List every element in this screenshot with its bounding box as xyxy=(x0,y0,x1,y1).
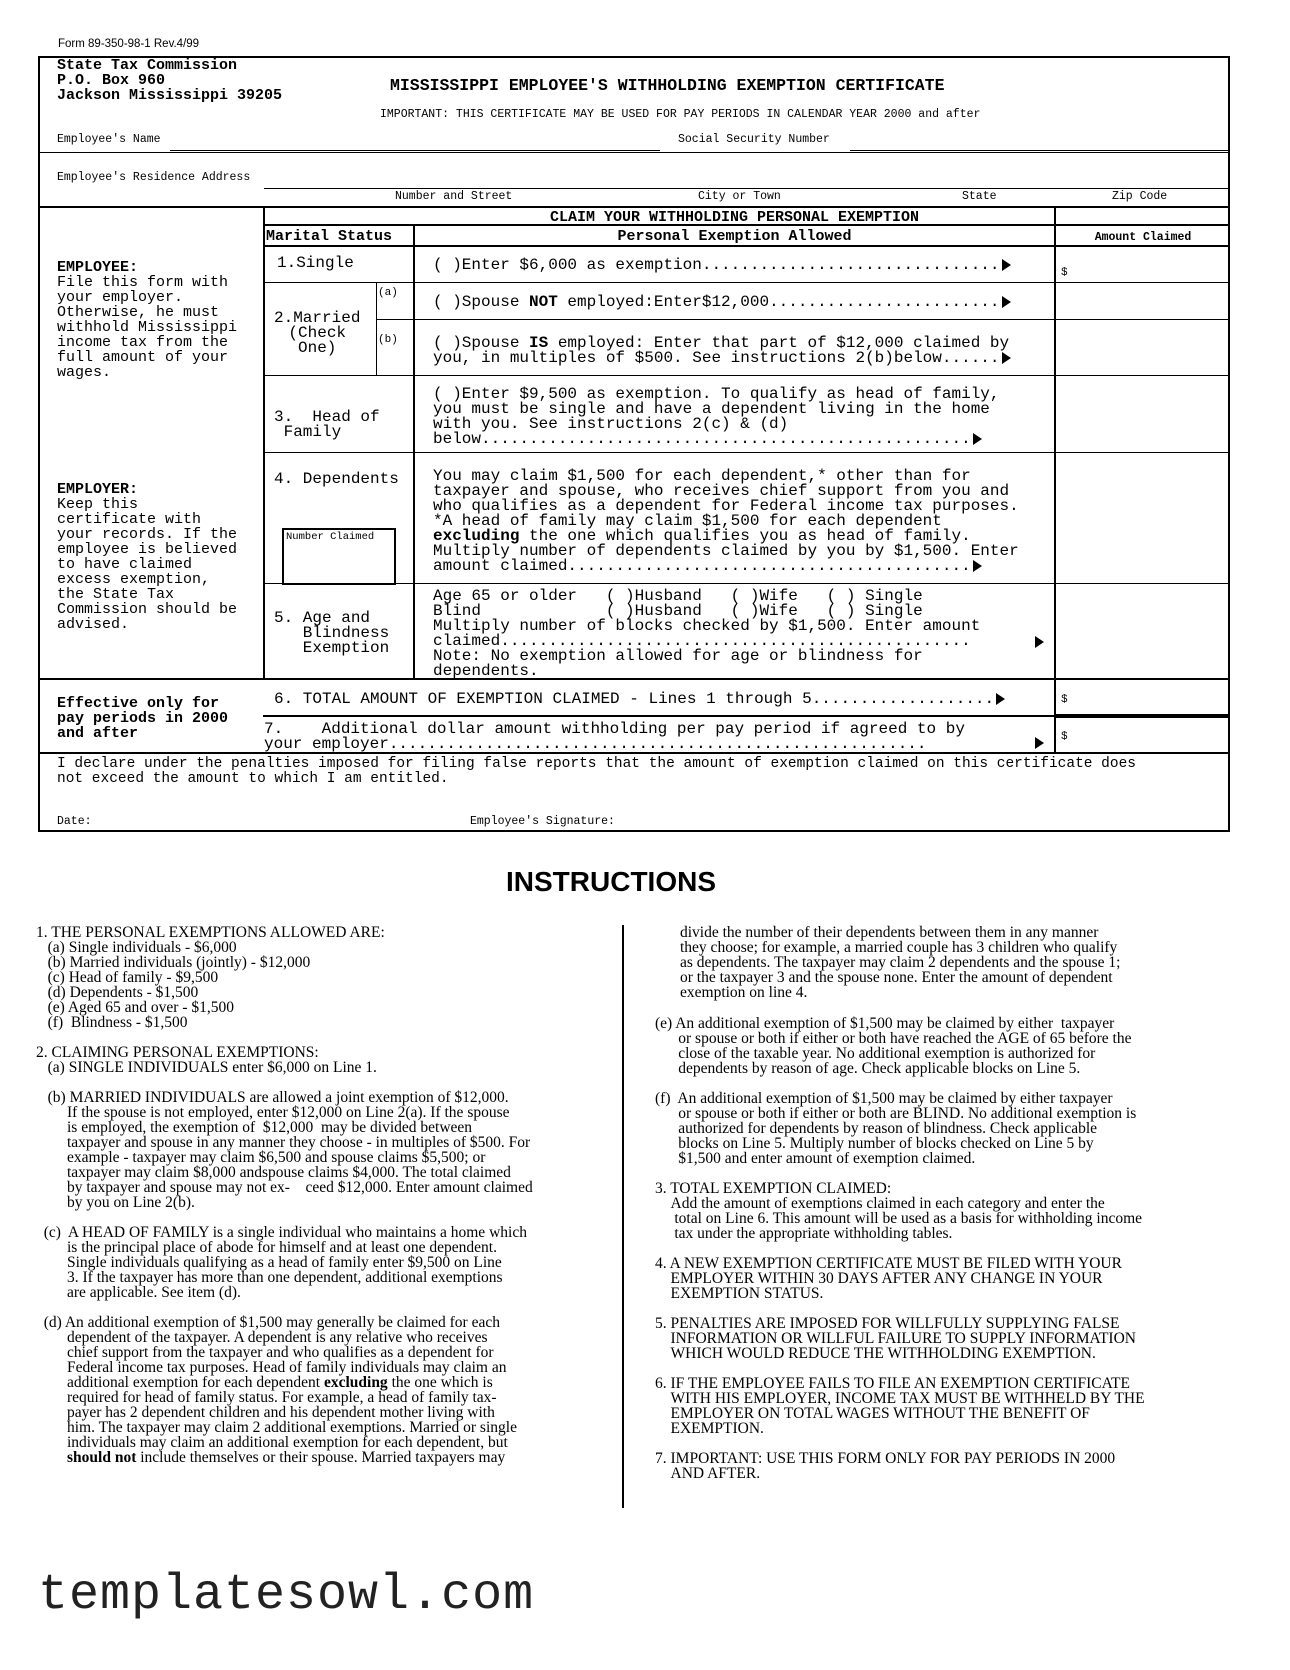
date-label: Date: xyxy=(57,815,92,828)
state-label: State xyxy=(962,190,997,203)
arrow-icon xyxy=(1035,737,1044,749)
instruction-2d-d: include themselves or their spouse. Married taxpayers may xyxy=(136,1449,506,1466)
form-title: MISSISSIPPI EMPLOYEE'S WITHHOLDING EXEMPTION CERTIFICATE xyxy=(390,76,945,95)
row2a-pre: ( )Spouse xyxy=(433,293,530,311)
divider xyxy=(38,152,1230,153)
row-divider xyxy=(263,583,1230,584)
row3-text-content: ( )Enter $9,500 as exemption. To qualify as head of family, you must be single and have a dependent living in the home with you. See instructions 2(c) & (d) below................................................... xyxy=(433,385,1000,448)
instruction-2d-bold: excluding xyxy=(323,1374,388,1391)
instruction-4: 4. A NEW EXEMPTION CERTIFICATE MUST BE FILED WITH YOUR EMPLOYER WITHIN 30 DAYS AFTER ANY CHANGE IN YOUR EXEMPTION STATUS. xyxy=(655,1255,1122,1302)
instruction-2d-a: (d) An additional exemption of $1,500 may generally be claimed for each dependent of the taxpayer. A dependent is any relative who receives chief support from the taxpayer and who qualifies as a dependent for Federal income tax purposes. Head of family individuals may claim an additional exemption for each dependent xyxy=(43,1314,507,1391)
street-label: Number and Street xyxy=(395,190,513,203)
employee-text: File this form with your employer. Otherwise, he must withhold Mississippi income tax from the full amount of your wages. xyxy=(57,274,238,381)
arrow-icon xyxy=(973,560,982,572)
instruction-2d-bold-2: should not xyxy=(67,1449,137,1466)
arrow-icon xyxy=(996,693,1005,705)
instruction-2e: (e) An additional exemption of $1,500 may be claimed by either taxpayer or spouse or both if either or both have reached the AGE of 65 before the close of the taxable year. No additional exemption is authorized for dependents by reason of age. Check applicable blocks on Line 5. xyxy=(655,1015,1132,1077)
row4-post: the one which qualifies you as head of family. Multiply number of dependents claimed by you by $1,500. Enter amount claimed.......................................... xyxy=(433,527,1019,575)
employee-heading: EMPLOYEE: xyxy=(57,259,139,276)
row4-bold: excluding xyxy=(433,527,520,545)
arrow-icon xyxy=(1002,259,1011,271)
agency-line2: P.O. Box 960 xyxy=(57,72,166,89)
agency-line3: Jackson Mississippi 39205 xyxy=(57,87,283,104)
effective-note: Effective only for pay periods in 2000 and after xyxy=(57,695,229,742)
row1-text xyxy=(433,258,1011,273)
signature-label: Employee's Signature: xyxy=(470,815,615,828)
additional-amount-box[interactable] xyxy=(1054,716,1230,754)
instruction-7: 7. IMPORTANT: USE THIS FORM ONLY FOR PAY PERIODS IN 2000 AND AFTER. xyxy=(655,1450,1116,1482)
important-note: IMPORTANT: THIS CERTIFICATE MAY BE USED FOR PAY PERIODS IN CALENDAR YEAR 2000 and after xyxy=(380,108,981,121)
instructions-heading: INSTRUCTIONS xyxy=(506,866,716,897)
row1-label: 1.Single xyxy=(277,254,354,272)
instruction-5: 5. PENALTIES ARE IMPOSED FOR WILLFULLY SUPPLYING FALSE INFORMATION OR WILLFUL FAILURE TO SUPPLY INFORMATION WHICH WOULD REDUCE THE WITHHOLDING EXEMPTION. xyxy=(655,1315,1136,1362)
row2b-text xyxy=(433,336,1011,366)
claim-title: CLAIM YOUR WITHHOLDING PERSONAL EXEMPTION xyxy=(549,209,920,226)
row2b-bold: IS xyxy=(529,334,549,352)
row2b-post: employed: Enter that part of $12,000 claimed by you, in multiples of $500. See instructions 2(b)below...... xyxy=(433,334,1010,367)
row2b-tag: (b) xyxy=(378,334,398,346)
declaration: I declare under the penalties imposed for filing false reports that the amount of exemption claimed on this certificate does not exceed the amount to which I am entitled. xyxy=(57,756,1136,787)
row-divider xyxy=(263,452,1230,453)
row2a-post: employed:Enter$12,000........................ xyxy=(557,293,1000,311)
residence-field[interactable] xyxy=(264,188,1230,189)
table-top-border xyxy=(38,206,1230,208)
row5-text: Age 65 or older ( )Husband ( )Wife ( ) Single Blind ( )Husband ( )Wife ( ) Single Multiply number of blocks checked by $1,500. Enter amount claimed................................................. Note: No exemption allowed for age or blindness for dependents. xyxy=(433,587,981,680)
row2b-pre: ( )Spouse xyxy=(433,334,530,352)
number-claimed-label: Number Claimed xyxy=(286,531,375,543)
row-divider xyxy=(263,245,1230,247)
row6-text-content: 6. TOTAL AMOUNT OF EXEMPTION CLAIMED - Lines 1 through 5................... xyxy=(274,690,995,708)
instruction-1: 1. THE PERSONAL EXEMPTIONS ALLOWED ARE: (a) Single individuals - $6,000 (b) Married individuals (jointly) - $12,000 (c) Head of family - $9,500 (d) Dependents - $1,500 (e) Aged 65 and over - $1,500 (f) Blindness - $1,500 xyxy=(36,924,385,1031)
row-divider xyxy=(376,319,1230,320)
col-divider-left xyxy=(263,206,265,678)
watermark: templatesowl.com xyxy=(38,1567,535,1624)
employee-note xyxy=(57,260,237,380)
arrow-icon xyxy=(1035,636,1044,648)
row2-label: 2.Married (Check One) xyxy=(274,309,361,357)
row6-text xyxy=(274,692,1005,707)
employer-note xyxy=(57,482,237,632)
row2a-tag: (a) xyxy=(378,287,398,299)
employee-name-label: Employee's Name xyxy=(57,133,161,146)
agency-address xyxy=(57,58,282,103)
instruction-3: 3. TOTAL EXEMPTION CLAIMED: Add the amount of exemptions claimed in each category and enter the total on Line 6. This amount will be used as a basis for withholding income tax under the appropriate withholding tables. xyxy=(655,1180,1143,1242)
employer-heading: EMPLOYER: xyxy=(57,481,139,498)
row4-pre: You may claim $1,500 for each dependent,* other than for taxpayer and spouse, who receives chief support from you and who qualifies as a dependent for Federal income tax purposes. *A head of family may claim $1,500 for each dependent xyxy=(433,467,1019,530)
instruction-2c: (c) A HEAD OF FAMILY is a single individual who maintains a home which is the principal place of abode for himself and at least one dependent. Single individuals qualifying as a head of family enter $9,500 on Line 3. If the taxpayer has more than one dependent, additional exemptions are applicable. See item (d). xyxy=(43,1224,527,1301)
row-divider xyxy=(263,282,1230,283)
amount-claimed-header: Amount Claimed xyxy=(1094,231,1192,244)
ssn-label: Social Security Number xyxy=(678,133,830,146)
row3-label: 3. Head of Family xyxy=(274,408,380,441)
instructions-left-column xyxy=(36,925,616,1465)
row3-text xyxy=(433,387,1000,447)
employer-text: Keep this certificate with your records. If the employee is believed to have claimed excess exemption, the State Tax Commission should be advised. xyxy=(57,496,238,633)
employee-name-field[interactable] xyxy=(170,150,660,151)
row7-text: 7. Additional dollar amount withholding per pay period if agreed to by your employer........................................................ xyxy=(264,720,965,753)
instruction-2f: (f) An additional exemption of $1,500 may be claimed by either taxpayer or spouse or both if either or both are BLIND. No additional exemption is authorized for dependents by reason of blindness. Check applicable blocks on Line 5. Multiply number of blocks checked on Line 5 by $1,500 and enter amount of exemption claimed. xyxy=(655,1090,1137,1167)
row5-label: 5. Age and Blindness Exemption xyxy=(274,609,390,657)
row1-dollar: $ xyxy=(1061,267,1068,279)
ssn-field[interactable] xyxy=(850,150,1228,151)
instruction-6: 6. IF THE EMPLOYEE FAILS TO FILE AN EXEMPTION CERTIFICATE WITH HIS EMPLOYER, INCOME TAX MUST BE WITHHELD BY THE EMPLOYER ON TOTAL WAGES WITHOUT THE BENEFIT OF EXEMPTION. xyxy=(655,1375,1145,1437)
instructions-right-column xyxy=(655,1016,1245,1481)
total-amount-box[interactable] xyxy=(1054,678,1230,716)
row7-dollar: $ xyxy=(1061,731,1068,743)
row4-text xyxy=(433,469,1019,574)
instruction-2d-cont: divide the number of their dependents between them in any manner they choose; for example, a married couple has 3 children who qualify as dependents. The taxpayer may claim 2 dependents and the spouse 1; or the taxpayer 3 and the spouse none. Enter the amount of dependent exemption on line 4. xyxy=(680,924,1121,1001)
residence-label: Employee's Residence Address xyxy=(57,171,251,184)
arrow-icon xyxy=(973,433,982,445)
row2a-bold: NOT xyxy=(529,293,558,311)
city-label: City or Town xyxy=(698,190,781,203)
row1-text-content: ( )Enter $6,000 as exemption............................... xyxy=(433,256,1000,274)
instruction-2b: (b) MARRIED INDIVIDUALS are allowed a joint exemption of $12,000. If the spouse is not employed, enter $12,000 on Line 2(a). If the spouse is employed, the exemption of $12,000 may be divided between taxpayer and spouse in any manner they choose - in multiples of $500. For example - taxpayer may claim $6,500 and spouse claims $5,500; or taxpayer may claim $8,000 andspouse claims $4,000. The total claimed by taxpayer and spouse may not ex- ceed $12,000. Enter amount claimed by you on Line 2(b). xyxy=(47,1089,533,1211)
marital-status-header: Marital Status xyxy=(266,228,393,245)
instruction-2: 2. CLAIMING PERSONAL EXEMPTIONS: (a) SINGLE INDIVIDUALS enter $6,000 on Line 1. xyxy=(36,1044,377,1076)
row4-label: 4. Dependents xyxy=(274,470,399,488)
form-number: Form 89-350-98-1 Rev.4/99 xyxy=(58,38,200,50)
col-divider-amount xyxy=(1054,206,1056,754)
zip-label: Zip Code xyxy=(1112,190,1168,203)
agency-line1: State Tax Commission xyxy=(57,57,238,74)
arrow-icon xyxy=(1002,352,1011,364)
row-divider xyxy=(263,715,1055,717)
personal-exemption-header: Personal Exemption Allowed xyxy=(617,228,852,245)
row6-dollar: $ xyxy=(1061,694,1068,706)
arrow-icon xyxy=(1002,296,1011,308)
number-claimed-box[interactable] xyxy=(282,528,396,585)
subcol-divider xyxy=(376,282,377,375)
col-divider-marital xyxy=(413,224,415,678)
row-divider xyxy=(263,375,1230,376)
instruction-2d-c: the one which is required for head of family status. For example, a head of family tax- payer has 2 dependent children and his dependent mother living with him. The taxpayer may claim 2 additional exemptions. Married or single individuals may claim an additional exemption for each dependent, but xyxy=(67,1374,517,1451)
column-divider xyxy=(622,925,624,1508)
row2a-text xyxy=(433,295,1011,310)
